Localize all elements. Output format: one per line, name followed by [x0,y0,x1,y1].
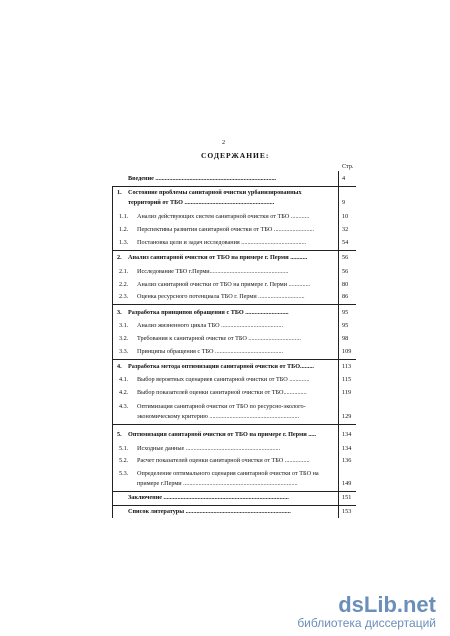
watermark-logo: dsLib.net [338,592,436,617]
toc-entry-page: 4 [342,175,346,182]
toc-entry-title: Оценка ресурсного потенциала ТБО г. Перми .............................. [137,293,305,300]
toc-entry-page: 95 [342,322,349,329]
toc-entry-page: 80 [342,281,349,288]
toc-entry-page: 54 [342,239,349,246]
toc-separator [112,424,356,425]
toc-entry-title: Требования к санитарной очистке от ТБО .................................. [137,335,301,342]
toc-entry-page: 151 [342,494,352,501]
toc-entry-number: 5.3. [119,470,129,477]
toc-entry-page: 149 [342,480,352,487]
toc-entry-title: Состояние проблемы санитарной очистки урбанизированных [128,189,302,196]
toc-entry-title: Анализ санитарной очистки от ТБО на примере г. Перми .............. [137,281,311,288]
toc-entry-number: 5.2. [119,457,129,464]
toc-entry-page: 9 [342,199,346,206]
toc-separator [112,505,356,506]
toc-entry-title: Определение оптимального сценария санитарной очистки от ТБО на [137,470,319,477]
toc-entry-number: 1.3. [119,239,129,246]
toc-entry-page: 115 [342,376,352,383]
toc-entry-title: Исходные данные ............................................................. [137,445,281,452]
toc-entry-page: 98 [342,335,349,342]
page-number: 2 [222,139,226,146]
toc-entry-page: 153 [342,508,352,515]
toc-entry-page: 95 [342,309,349,316]
toc-entry-title: Принципы обращения с ТБО ............................................ [137,348,284,355]
watermark [297,594,436,630]
watermark-subtitle: библиотека диссертаций [297,616,436,630]
toc-entry-number: 1. [117,189,122,196]
toc-entry-number: 2.2. [119,281,129,288]
toc-entry-number: 4.1. [119,376,129,383]
toc-entry-title: Анализ санитарной очистки от ТБО на примере г. Перми ........... [128,254,308,261]
table-right-border [338,171,339,518]
table-left-border [112,186,113,518]
toc-entry-title: Заключение ................................................................................. [128,494,289,501]
toc-entry-number: 1.2. [119,226,129,233]
toc-entry-number: 4.2. [119,389,129,396]
toc-separator [112,250,356,251]
toc-separator [112,304,356,305]
toc-entry-page: 134 [342,431,352,438]
toc-entry-number: 3. [117,309,122,316]
toc-entry-page: 129 [342,413,352,420]
toc-entry-title: Анализ действующих систем санитарной очистки от ТБО ............ [137,213,310,220]
toc-entry-title: Введение .............................................................................. [128,175,277,182]
toc-entry-page: 136 [342,457,352,464]
toc-entry-page: 32 [342,226,349,233]
toc-entry-title: Список литературы .................................................................... [128,508,291,515]
toc-entry-number: 1.1. [119,213,129,220]
toc-entry-number: 5.1. [119,445,129,452]
toc-entry-title: Выбор показателей оценки санитарной очистки от ТБО............... [137,389,307,396]
page-column-header: Стр. [342,163,354,170]
toc-entry-page: 86 [342,293,349,300]
toc-entry-title: Оптимизация санитарной очистки от ТБО на примере г. Перми ..... [128,431,317,438]
toc-entry-number: 3.3. [119,348,129,355]
toc-entry-title: Постановка цели и задач исследования .......................................... [137,239,307,246]
toc-separator [112,491,356,492]
toc-entry-number: 4. [117,363,122,370]
toc-entry-title: Разработка принципов обращения с ТБО ............................ [128,309,289,316]
toc-entry-page: 56 [342,254,349,261]
toc-entry-number: 4.3. [119,403,129,410]
toc-entry-page: 134 [342,445,352,452]
toc-entry-number: 3.1. [119,322,129,329]
toc-entry-page: 113 [342,363,352,370]
toc-entry-title-continued: экономическому критерию .......................................................... [137,413,300,420]
toc-entry-title: Разработка метода оптимизации санитарной очистки от ТБО......... [128,363,314,370]
toc-separator [112,186,356,187]
toc-entry-title: Расчет показателей оценки санитарной очистки от ТБО ................ [137,457,310,464]
toc-entry-number: 5. [117,431,122,438]
toc-entry-page: 109 [342,348,352,355]
toc-separator [112,359,356,360]
toc-entry-number: 2.3. [119,293,129,300]
toc-entry-number: 3.2. [119,335,129,342]
toc-entry-title: Оптимизация санитарной очистки от ТБО по ресурсно-эколого- [137,403,306,410]
toc-entry-title: Перспективы развития санитарной очистки от ТБО .......................... [137,226,315,233]
toc-entry-title-continued: примере г.Перми .......................................................................... [137,480,298,487]
toc-title: СОДЕРЖАНИЕ: [201,151,270,160]
toc-entry-title: Выбор вероятных сценариев санитарной очистки от ТБО ............. [137,376,310,383]
toc-entry-title: Исследование ТБО г.Перми................................................... [137,268,289,275]
toc-entry-page: 119 [342,389,352,396]
toc-entry-title: Анализ жизненного цикла ТБО ........................................ [137,322,283,329]
toc-entry-page: 56 [342,268,349,275]
toc-entry-number: 2.1. [119,268,129,275]
toc-entry-title-continued: территорий от ТБО .......................................................... [128,199,275,206]
toc-entry-number: 2. [117,254,122,261]
toc-entry-page: 10 [342,213,349,220]
